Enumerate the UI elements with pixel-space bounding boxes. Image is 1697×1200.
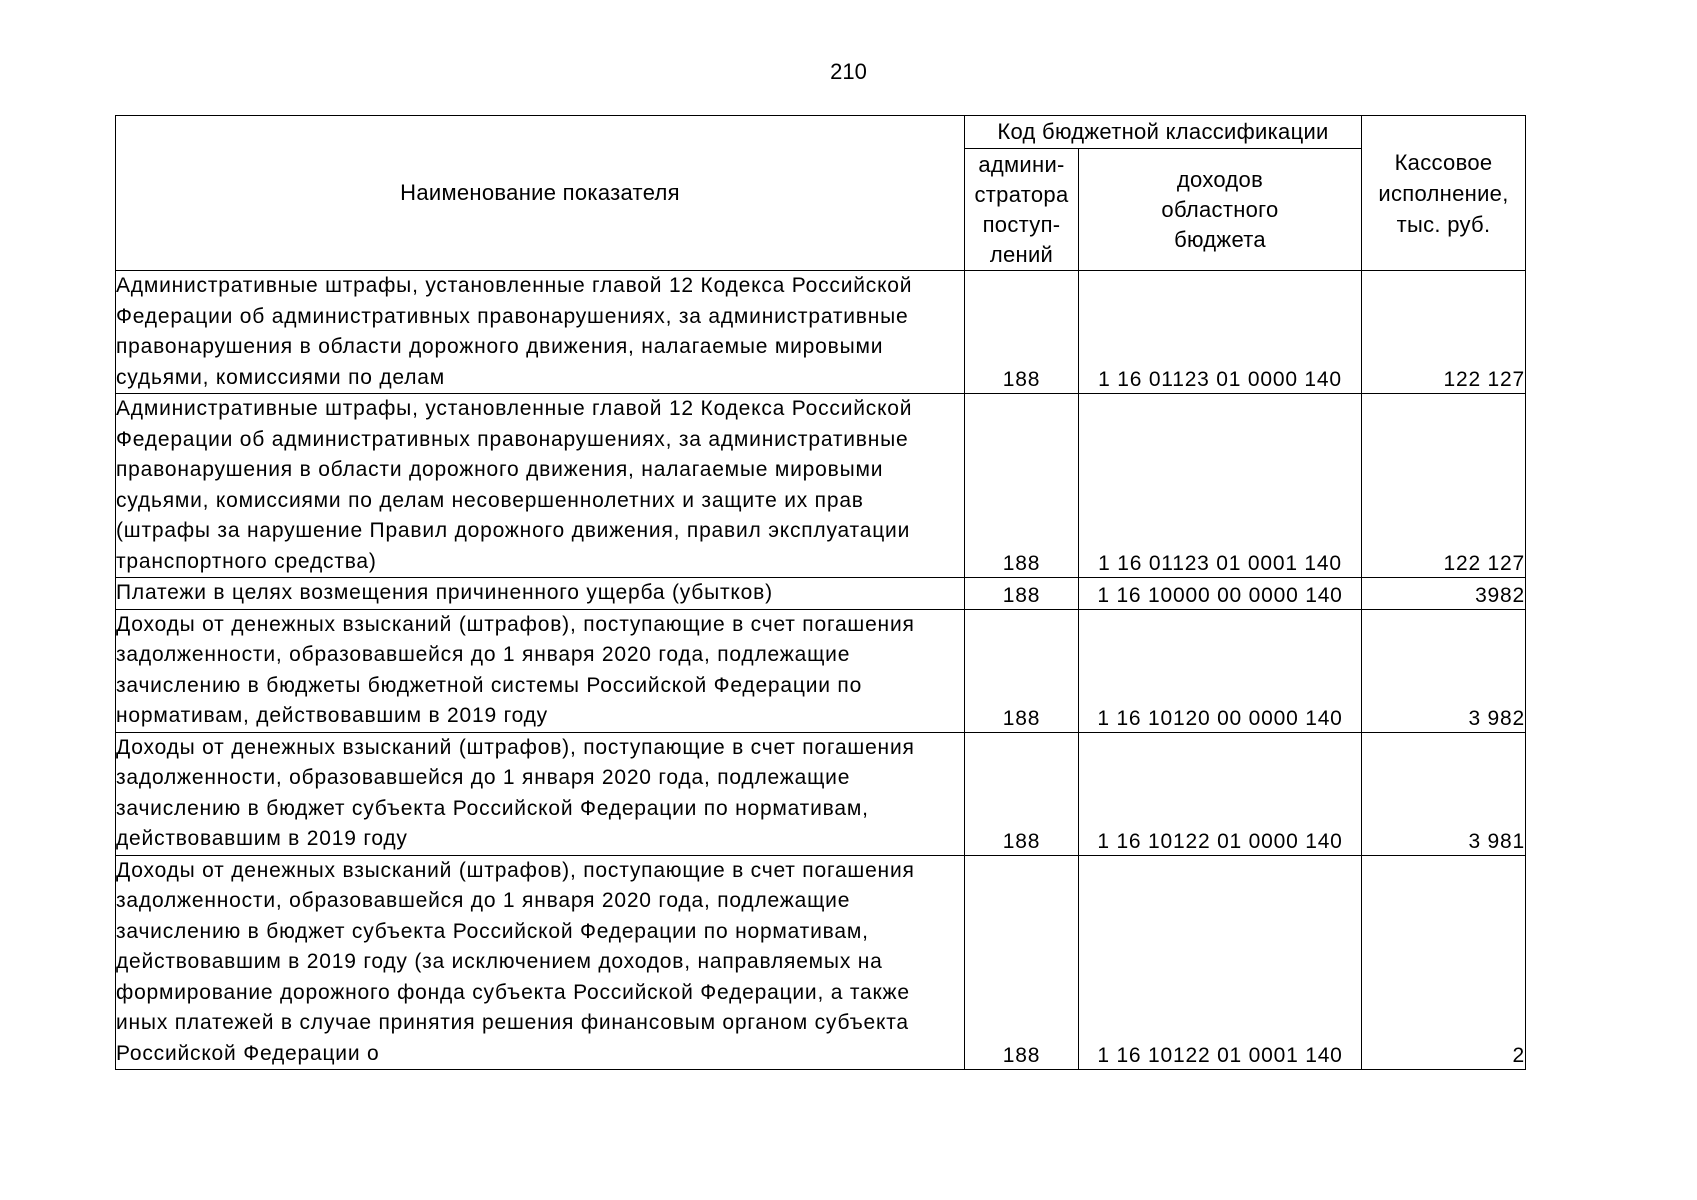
- cash-execution-cell: 2: [1362, 855, 1526, 1070]
- indicator-name-cell: Доходы от денежных взысканий (штрафов), поступающие в счет погашения задолженности, образовавшейся до 1 января 2020 года, подлежащие зачислению в бюджет субъекта Российской Федерации по нормативам, действовавшим в 2019 году: [116, 732, 965, 855]
- header-administrator-line: админи-: [978, 151, 1065, 177]
- header-administrator-line: стратора: [974, 181, 1069, 207]
- table-row: [116, 394, 1526, 578]
- indicator-name-cell: Доходы от денежных взысканий (штрафов), поступающие в счет погашения задолженности, образовавшейся до 1 января 2020 года, подлежащие зачислению в бюджеты бюджетной системы Российской Федерации по нормативам, действовавшим в 2019 году: [116, 609, 965, 732]
- header-administrator: [965, 149, 1079, 271]
- table-row: [116, 271, 1526, 394]
- table-row: [116, 855, 1526, 1070]
- page-number: 210: [830, 59, 867, 84]
- header-income-line: доходов: [1176, 166, 1264, 192]
- administrator-code-cell: 188: [965, 609, 1079, 732]
- header-administrator-line: лений: [989, 241, 1054, 267]
- header-budget-classification-code: Код бюджетной классификации: [965, 116, 1362, 149]
- cash-execution-cell: 3 981: [1362, 732, 1526, 855]
- table-row: [116, 609, 1526, 732]
- administrator-code-cell: 188: [965, 271, 1079, 394]
- table-row: [116, 732, 1526, 855]
- income-code-cell: 1 16 10122 01 0001 140: [1079, 855, 1362, 1070]
- administrator-code-cell: 188: [965, 394, 1079, 578]
- header-cash-execution: [1362, 116, 1526, 271]
- header-income-line: областного: [1161, 196, 1279, 222]
- header-cash-execution-line: исполнение,: [1378, 180, 1509, 206]
- table-header: [116, 116, 1526, 271]
- income-code-cell: 1 16 10000 00 0000 140: [1079, 578, 1362, 610]
- cash-execution-cell: 122 127: [1362, 394, 1526, 578]
- header-cash-execution-line: Кассовое: [1394, 149, 1493, 175]
- administrator-code-cell: 188: [965, 855, 1079, 1070]
- header-cash-execution-line: тыс. руб.: [1396, 211, 1491, 237]
- indicator-name-cell: Платежи в целях возмещения причиненного ущерба (убытков): [116, 578, 965, 610]
- income-code-cell: 1 16 10120 00 0000 140: [1079, 609, 1362, 732]
- cash-execution-cell: 122 127: [1362, 271, 1526, 394]
- income-code-cell: 1 16 01123 01 0001 140: [1079, 394, 1362, 578]
- table-row: [116, 578, 1526, 610]
- income-code-cell: 1 16 01123 01 0000 140: [1079, 271, 1362, 394]
- income-code-cell: 1 16 10122 01 0000 140: [1079, 732, 1362, 855]
- administrator-code-cell: 188: [965, 732, 1079, 855]
- indicator-name-cell: Административные штрафы, установленные главой 12 Кодекса Российской Федерации об административных правонарушениях, за административные правонарушения в области дорожного движения, налагаемые мировыми судьями, комиссиями по делам: [116, 271, 965, 394]
- indicator-name-cell: Доходы от денежных взысканий (штрафов), поступающие в счет погашения задолженности, образовавшейся до 1 января 2020 года, подлежащие зачислению в бюджет субъекта Российской Федерации по нормативам, действовавшим в 2019 году (за исключением доходов, направляемых на формирование дорожного фонда субъекта Российской Федерации, а также иных платежей в случае принятия решения финансовым органом субъекта Российской Федерации о: [116, 855, 965, 1070]
- cash-execution-cell: 3982: [1362, 578, 1526, 610]
- header-regional-budget-income: [1079, 149, 1362, 271]
- header-income-line: бюджета: [1174, 226, 1266, 252]
- cash-execution-cell: 3 982: [1362, 609, 1526, 732]
- administrator-code-cell: 188: [965, 578, 1079, 610]
- header-administrator-line: поступ-: [982, 211, 1061, 237]
- indicator-name-cell: Административные штрафы, установленные главой 12 Кодекса Российской Федерации об административных правонарушениях, за административные правонарушения в области дорожного движения, налагаемые мировыми судьями, комиссиями по делам несовершеннолетних и защите их прав (штрафы за нарушение Правил дорожного движения, правил эксплуатации транспортного средства): [116, 394, 965, 578]
- header-indicator-name: Наименование показателя: [116, 116, 965, 271]
- budget-revenue-table: [115, 115, 1526, 1070]
